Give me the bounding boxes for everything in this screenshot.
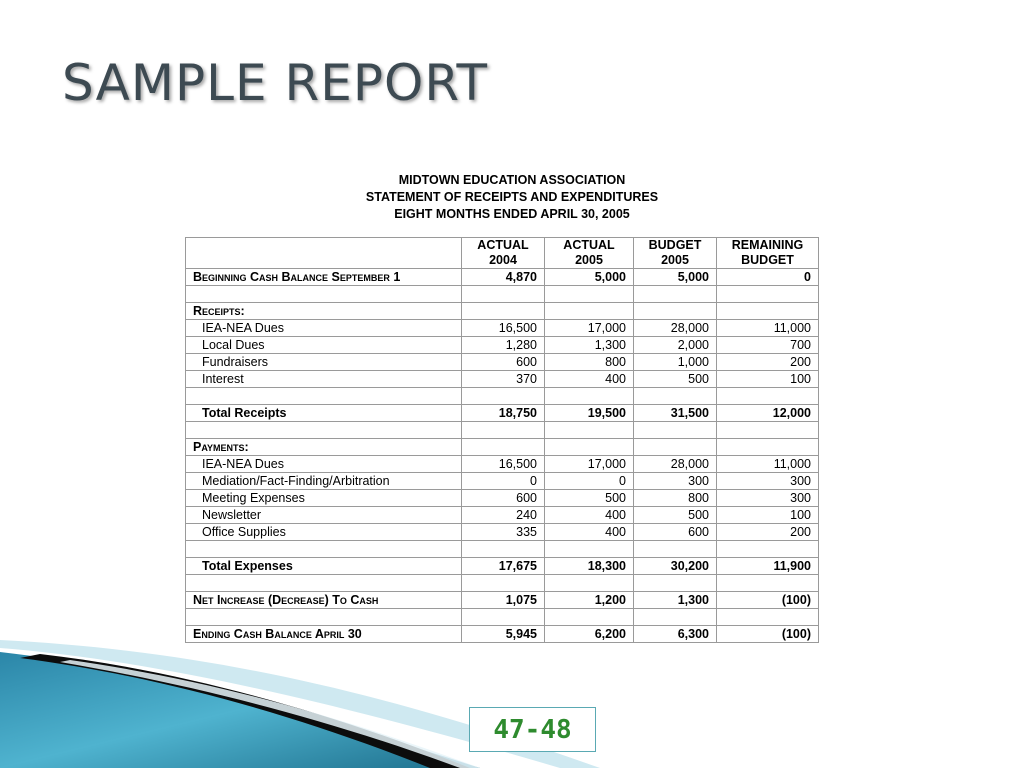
row-value: 500 bbox=[634, 371, 717, 388]
row-label: Receipts: bbox=[186, 303, 462, 320]
row-value: 100 bbox=[717, 507, 819, 524]
row-value: 200 bbox=[717, 524, 819, 541]
column-header: ACTUAL 2004 bbox=[462, 238, 545, 269]
row-value bbox=[717, 303, 819, 320]
row-value bbox=[717, 541, 819, 558]
row-value bbox=[717, 286, 819, 303]
row-value: 0 bbox=[462, 473, 545, 490]
row-value: 2,000 bbox=[634, 337, 717, 354]
table-spacer-row bbox=[186, 422, 819, 439]
table-row bbox=[186, 320, 819, 337]
row-value: 300 bbox=[717, 473, 819, 490]
table-header-row bbox=[186, 238, 819, 269]
report-org: MIDTOWN EDUCATION ASSOCIATION bbox=[398, 173, 626, 187]
row-value: 500 bbox=[545, 490, 634, 507]
row-label: Interest bbox=[186, 371, 462, 388]
row-value bbox=[462, 422, 545, 439]
row-value bbox=[634, 286, 717, 303]
row-value: 5,000 bbox=[634, 269, 717, 286]
row-value: 28,000 bbox=[634, 456, 717, 473]
row-value: 30,200 bbox=[634, 558, 717, 575]
row-value bbox=[634, 575, 717, 592]
slide-title: SAMPLE REPORT bbox=[62, 54, 488, 112]
row-value: 600 bbox=[634, 524, 717, 541]
row-value: 12,000 bbox=[717, 405, 819, 422]
row-value: 6,300 bbox=[634, 626, 717, 643]
row-value bbox=[717, 422, 819, 439]
row-value bbox=[462, 303, 545, 320]
row-value: 335 bbox=[462, 524, 545, 541]
table-spacer-row bbox=[186, 286, 819, 303]
row-label bbox=[186, 388, 462, 405]
table-row bbox=[186, 337, 819, 354]
report-period: EIGHT MONTHS ENDED APRIL 30, 2005 bbox=[394, 207, 630, 221]
table-row bbox=[186, 490, 819, 507]
row-value bbox=[634, 422, 717, 439]
row-value bbox=[717, 439, 819, 456]
table-row bbox=[186, 558, 819, 575]
row-label: Total Expenses bbox=[186, 558, 462, 575]
row-value bbox=[545, 575, 634, 592]
row-value: 300 bbox=[717, 490, 819, 507]
row-value: 16,500 bbox=[462, 456, 545, 473]
row-value: 800 bbox=[545, 354, 634, 371]
table-row bbox=[186, 626, 819, 643]
table-row bbox=[186, 269, 819, 286]
row-label bbox=[186, 609, 462, 626]
row-value bbox=[462, 439, 545, 456]
table-row bbox=[186, 473, 819, 490]
table-body bbox=[186, 269, 819, 643]
row-value: 1,000 bbox=[634, 354, 717, 371]
financial-statement-table bbox=[185, 237, 819, 643]
row-value: 17,000 bbox=[545, 320, 634, 337]
row-value bbox=[462, 388, 545, 405]
row-label: Fundraisers bbox=[186, 354, 462, 371]
row-value: 28,000 bbox=[634, 320, 717, 337]
row-value: 400 bbox=[545, 507, 634, 524]
row-label bbox=[186, 422, 462, 439]
page-number-label: 47-48 bbox=[469, 707, 596, 752]
row-value: 600 bbox=[462, 490, 545, 507]
table-spacer-row bbox=[186, 541, 819, 558]
row-value bbox=[634, 439, 717, 456]
row-value: 6,200 bbox=[545, 626, 634, 643]
row-label: Local Dues bbox=[186, 337, 462, 354]
row-value: 0 bbox=[717, 269, 819, 286]
row-value bbox=[634, 609, 717, 626]
row-label: Net Increase (Decrease) To Cash bbox=[186, 592, 462, 609]
row-label: Newsletter bbox=[186, 507, 462, 524]
row-value: 18,750 bbox=[462, 405, 545, 422]
column-header: BUDGET 2005 bbox=[634, 238, 717, 269]
row-value: 100 bbox=[717, 371, 819, 388]
report-header bbox=[0, 172, 1024, 223]
row-value: 240 bbox=[462, 507, 545, 524]
row-value bbox=[462, 575, 545, 592]
row-value bbox=[545, 609, 634, 626]
row-value: 11,000 bbox=[717, 320, 819, 337]
row-value: 800 bbox=[634, 490, 717, 507]
row-value: 300 bbox=[634, 473, 717, 490]
row-label bbox=[186, 541, 462, 558]
row-value bbox=[545, 439, 634, 456]
row-label: IEA-NEA Dues bbox=[186, 456, 462, 473]
row-label: Beginning Cash Balance September 1 bbox=[186, 269, 462, 286]
row-value: 400 bbox=[545, 524, 634, 541]
table-spacer-row bbox=[186, 575, 819, 592]
table-row bbox=[186, 354, 819, 371]
row-value: 4,870 bbox=[462, 269, 545, 286]
row-value: 1,300 bbox=[634, 592, 717, 609]
row-value: 600 bbox=[462, 354, 545, 371]
table-row bbox=[186, 439, 819, 456]
table-row bbox=[186, 592, 819, 609]
row-value: 18,300 bbox=[545, 558, 634, 575]
column-header: REMAINING BUDGET bbox=[717, 238, 819, 269]
row-label: Meeting Expenses bbox=[186, 490, 462, 507]
row-label bbox=[186, 575, 462, 592]
row-value: 370 bbox=[462, 371, 545, 388]
row-value bbox=[462, 286, 545, 303]
table-row bbox=[186, 507, 819, 524]
row-value: 11,000 bbox=[717, 456, 819, 473]
report-statement: STATEMENT OF RECEIPTS AND EXPENDITURES bbox=[365, 190, 659, 204]
row-value: 17,675 bbox=[462, 558, 545, 575]
row-value bbox=[462, 541, 545, 558]
row-value: 16,500 bbox=[462, 320, 545, 337]
row-value: 5,000 bbox=[545, 269, 634, 286]
row-value bbox=[717, 388, 819, 405]
row-value bbox=[634, 303, 717, 320]
row-label: Payments: bbox=[186, 439, 462, 456]
row-label: Mediation/Fact-Finding/Arbitration bbox=[186, 473, 462, 490]
table-row bbox=[186, 371, 819, 388]
table-row bbox=[186, 405, 819, 422]
table-spacer-row bbox=[186, 388, 819, 405]
row-label: IEA-NEA Dues bbox=[186, 320, 462, 337]
row-value: (100) bbox=[717, 592, 819, 609]
row-value: 700 bbox=[717, 337, 819, 354]
row-label: Total Receipts bbox=[186, 405, 462, 422]
row-value: 400 bbox=[545, 371, 634, 388]
row-value: (100) bbox=[717, 626, 819, 643]
row-value bbox=[634, 388, 717, 405]
table-row bbox=[186, 524, 819, 541]
table-row bbox=[186, 303, 819, 320]
row-value bbox=[462, 609, 545, 626]
column-header: ACTUAL 2005 bbox=[545, 238, 634, 269]
row-value: 1,300 bbox=[545, 337, 634, 354]
row-value bbox=[545, 388, 634, 405]
table-spacer-row bbox=[186, 609, 819, 626]
row-value: 1,200 bbox=[545, 592, 634, 609]
row-value: 31,500 bbox=[634, 405, 717, 422]
row-value: 5,945 bbox=[462, 626, 545, 643]
row-value bbox=[717, 575, 819, 592]
row-value bbox=[634, 541, 717, 558]
row-value bbox=[545, 422, 634, 439]
row-value: 1,280 bbox=[462, 337, 545, 354]
row-value: 11,900 bbox=[717, 558, 819, 575]
row-label bbox=[186, 286, 462, 303]
row-value: 17,000 bbox=[545, 456, 634, 473]
row-value: 19,500 bbox=[545, 405, 634, 422]
row-value: 1,075 bbox=[462, 592, 545, 609]
row-value bbox=[545, 303, 634, 320]
row-value: 500 bbox=[634, 507, 717, 524]
row-label: Office Supplies bbox=[186, 524, 462, 541]
row-value bbox=[545, 541, 634, 558]
row-value bbox=[545, 286, 634, 303]
header-blank-cell bbox=[186, 238, 462, 269]
row-value bbox=[717, 609, 819, 626]
row-value: 200 bbox=[717, 354, 819, 371]
row-value: 0 bbox=[545, 473, 634, 490]
row-label: Ending Cash Balance April 30 bbox=[186, 626, 462, 643]
table-row bbox=[186, 456, 819, 473]
